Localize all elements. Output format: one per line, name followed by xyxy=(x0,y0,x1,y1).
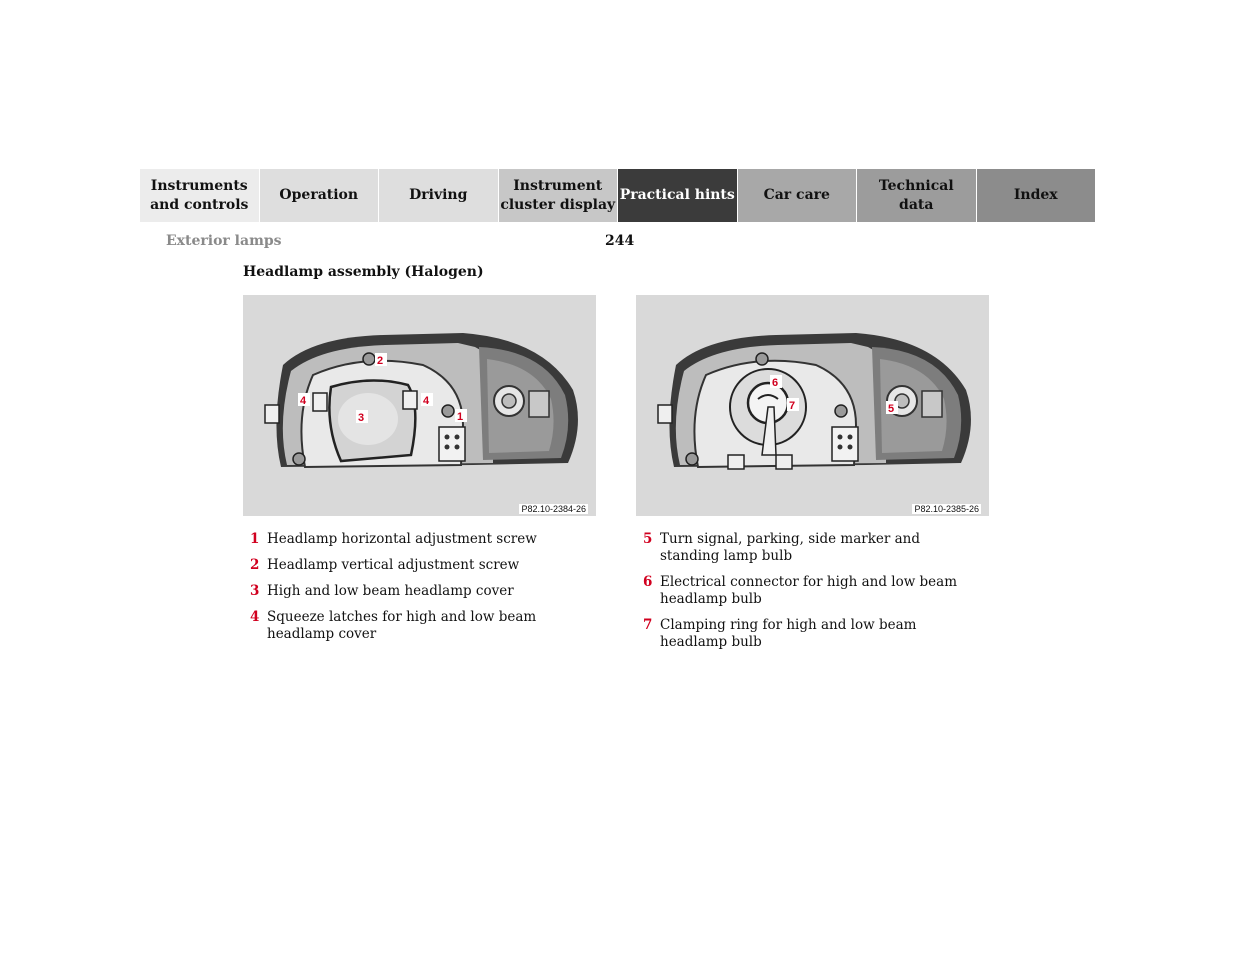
section-title: Exterior lamps xyxy=(166,233,282,249)
legend-item xyxy=(636,617,981,651)
page-heading: Headlamp assembly (Halogen) xyxy=(243,264,484,280)
figure-code-left: P82.10-2384-26 xyxy=(521,504,586,514)
legend-text: High and low beam headlamp cover xyxy=(267,583,514,599)
tab-car-care[interactable]: Car care xyxy=(738,169,858,222)
callout-3: 3 xyxy=(358,412,365,424)
callout-2: 2 xyxy=(377,355,384,367)
page-number: 244 xyxy=(605,233,635,249)
tab-technical-data[interactable]: Technical data xyxy=(857,169,977,222)
legend-left xyxy=(243,531,588,652)
legend-item xyxy=(636,531,981,565)
legend-number: 6 xyxy=(643,574,653,590)
callout-6: 6 xyxy=(772,377,779,389)
tab-index[interactable]: Index xyxy=(977,169,1096,222)
legend-text: Headlamp horizontal adjustment screw xyxy=(267,531,537,547)
callout-4-left: 4 xyxy=(300,395,307,407)
figure-headlamp-front xyxy=(243,295,596,516)
legend-item xyxy=(243,531,588,548)
callout-1: 1 xyxy=(457,411,464,423)
callout-7: 7 xyxy=(789,400,796,412)
headlamp-illustration-right xyxy=(636,295,989,516)
tab-instrument-cluster-display[interactable]: Instrument cluster display xyxy=(499,169,619,222)
legend-item xyxy=(243,557,588,574)
legend-text: Electrical connector for high and low beam headlamp bulb xyxy=(660,574,958,607)
legend-number: 3 xyxy=(250,583,260,599)
legend-text: Squeeze latches for high and low beam headlamp cover xyxy=(267,609,537,642)
tab-instruments-and-controls[interactable]: Instruments and controls xyxy=(140,169,260,222)
chapter-tabs xyxy=(140,169,1095,222)
headlamp-illustration-left xyxy=(243,295,596,516)
callout-5: 5 xyxy=(888,403,895,415)
legend-text: Headlamp vertical adjustment screw xyxy=(267,557,520,573)
tab-driving[interactable]: Driving xyxy=(379,169,499,222)
legend-item xyxy=(243,583,588,600)
legend-right xyxy=(636,531,981,660)
legend-number: 7 xyxy=(643,617,653,633)
legend-number: 1 xyxy=(250,531,260,547)
figure-headlamp-bulbs xyxy=(636,295,989,516)
tab-operation[interactable]: Operation xyxy=(260,169,380,222)
legend-text: Turn signal, parking, side marker and standing lamp bulb xyxy=(660,531,921,564)
legend-number: 4 xyxy=(250,609,260,625)
figure-code-right: P82.10-2385-26 xyxy=(914,504,979,514)
callout-4-right: 4 xyxy=(423,395,430,407)
legend-number: 5 xyxy=(643,531,653,547)
legend-item xyxy=(243,609,588,643)
legend-number: 2 xyxy=(250,557,260,573)
legend-text: Clamping ring for high and low beam headlamp bulb xyxy=(660,617,917,650)
legend-item xyxy=(636,574,981,608)
tab-practical-hints[interactable]: Practical hints xyxy=(618,169,738,222)
